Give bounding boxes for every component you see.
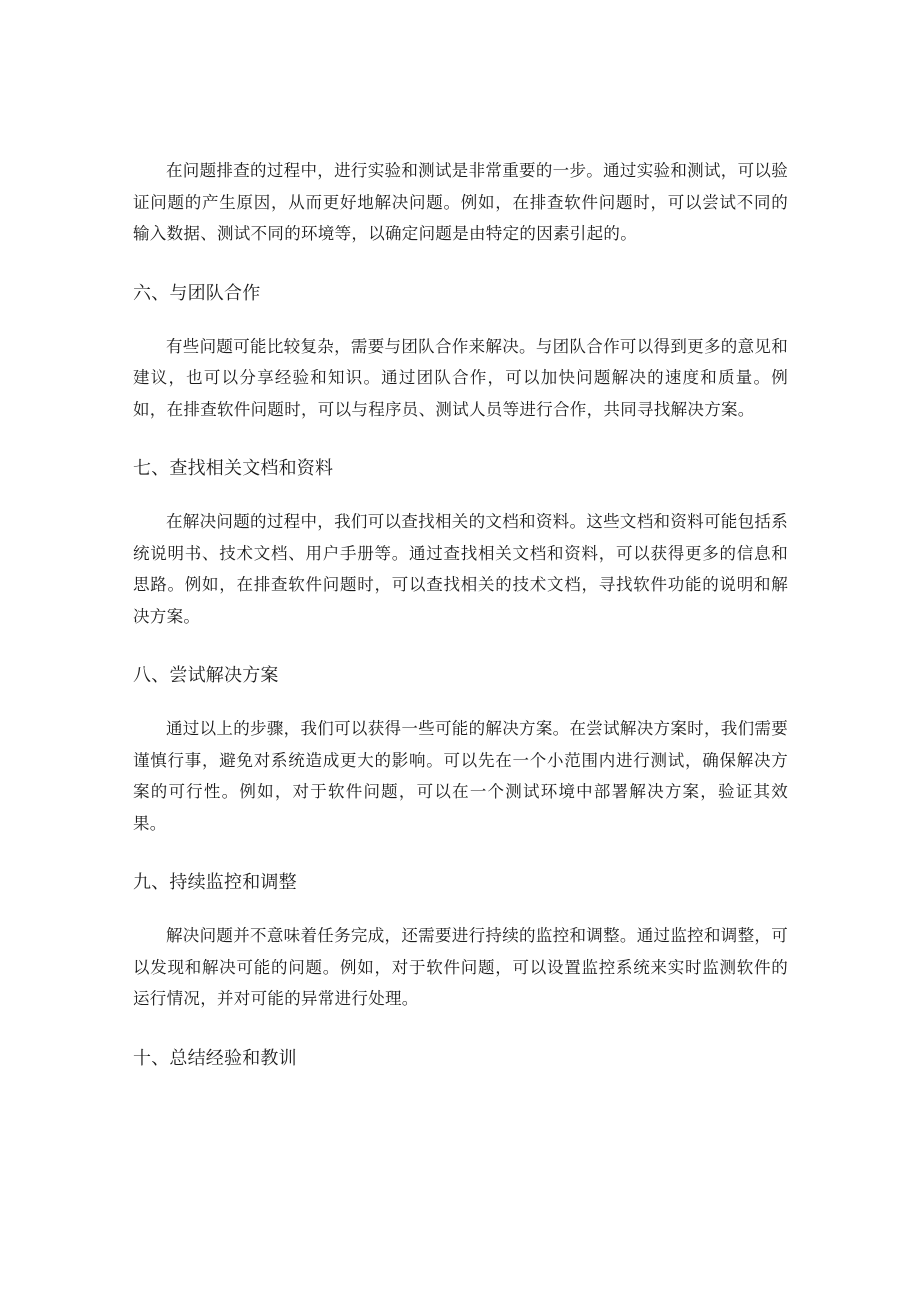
- heading-monitor-adjust: 九、持续监控和调整: [133, 872, 297, 893]
- document-body: [133, 155, 788, 1074]
- paragraph-monitor-adjust: 解决问题并不意味着任务完成，还需要进行持续的监控和调整。通过监控和调整，可以发现和解决可能的问题。例如，对于软件问题，可以设置监控系统来实时监测软件的运行情况，并对可能的异常进行处理。: [133, 926, 788, 1008]
- heading-team-collaboration: 六、与团队合作: [133, 282, 261, 304]
- heading-summarize-lessons: 十、总结经验和教训: [133, 1047, 297, 1069]
- heading-try-solutions: 八、尝试解决方案: [133, 665, 279, 686]
- heading-find-documents: 七、查找相关文档和资料: [133, 458, 334, 479]
- paragraph-experiment-testing: 在问题排查的过程中，进行实验和测试是非常重要的一步。通过实验和测试，可以验证问题的产生原因，从而更好地解决问题。例如，在排查软件问题时，可以尝试不同的输入数据、测试不同的环境等，以确定问题是由特定的因素引起的。: [133, 161, 788, 243]
- paragraph-team-collaboration: 有些问题可能比较复杂，需要与团队合作来解决。与团队合作可以得到更多的意见和建议，也可以分享经验和知识。通过团队合作，可以加快问题解决的速度和质量。例如，在排查软件问题时，可以与程序员、测试人员等进行合作，共同寻找解决方案。: [133, 336, 788, 419]
- paragraph-try-solutions: 通过以上的步骤，我们可以获得一些可能的解决方案。在尝试解决方案时，我们需要谨慎行事，避免对系统造成更大的影响。可以先在一个小范围内进行测试，确保解决方案的可行性。例如，对于软件问题，可以在一个测试环境中部署解决方案，验证其效果。: [133, 719, 788, 833]
- paragraph-find-documents: 在解决问题的过程中，我们可以查找相关的文档和资料。这些文档和资料可能包括系统说明书、技术文档、用户手册等。通过查找相关文档和资料，可以获得更多的信息和思路。例如，在排查软件问题时，可以查找相关的技术文档，寻找软件功能的说明和解决方案。: [133, 512, 788, 626]
